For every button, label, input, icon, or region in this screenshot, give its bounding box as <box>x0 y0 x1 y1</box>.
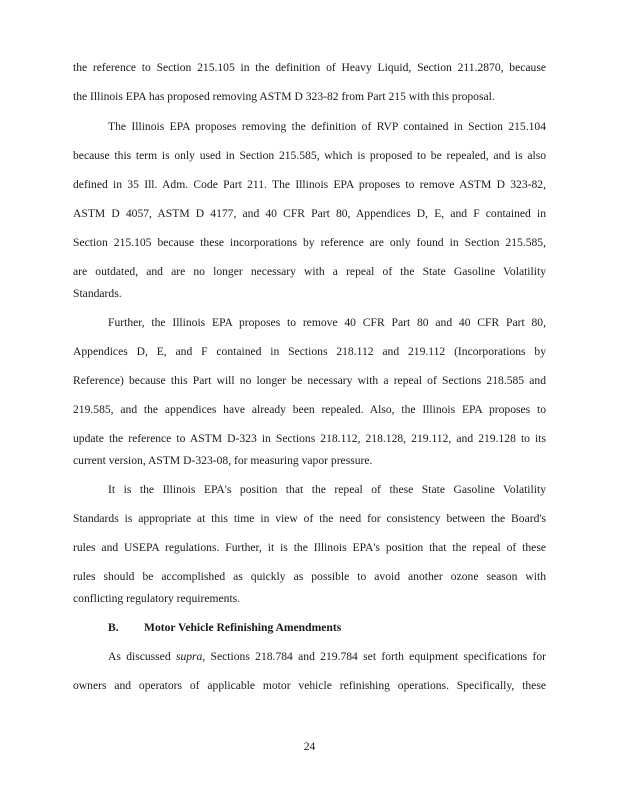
text-line: Reference) because this Part will no longer be necessary with a repeal of Sections 218.585 and <box>73 374 546 387</box>
section-heading-letter: B. <box>108 621 119 634</box>
text-line: Appendices D, E, and F contained in Sections 218.112 and 219.112 (Incorporations by <box>73 345 546 358</box>
page-number: 24 <box>303 740 316 753</box>
text-line: It is the Illinois EPA's position that the repeal of these State Gasoline Volatility <box>108 483 546 496</box>
text-line <box>108 649 546 665</box>
text-line: the Illinois EPA has proposed removing ASTM D 323-82 from Part 215 with this proposal. <box>73 90 495 103</box>
text-line: update the reference to ASTM D-323 in Sections 218.112, 218.128, 219.112, and 219.128 to its <box>73 432 546 445</box>
text-line: Section 215.105 because these incorporations by reference are only found in Section 215.585, <box>73 236 546 249</box>
section-heading-title: Motor Vehicle Refinishing Amendments <box>144 621 342 634</box>
text-span: As discussed <box>108 650 176 663</box>
text-line: are outdated, and are no longer necessary with a repeal of the State Gasoline Volatility <box>73 265 546 278</box>
text-line: rules and USEPA regulations. Further, it is the Illinois EPA's position that the repeal of these <box>73 541 546 554</box>
text-line: rules should be accomplished as quickly as possible to avoid another ozone season with <box>73 570 546 583</box>
italic-term: supra <box>175 650 203 663</box>
text-line: the reference to Section 215.105 in the definition of Heavy Liquid, Section 211.2870, because <box>73 61 546 74</box>
text-line: because this term is only used in Section 215.585, which is proposed to be repealed, and is also <box>73 149 546 162</box>
text-line: Standards is appropriate at this time in view of the need for consistency between the Board's <box>73 512 546 525</box>
text-line: current version, ASTM D-323-08, for measuring vapor pressure. <box>73 454 373 467</box>
text-span: , Sections 218.784 and 219.784 set forth equipment specifications for <box>202 650 546 663</box>
text-line: Standards. <box>73 287 122 300</box>
text-line: conflicting regulatory requirements. <box>73 592 241 605</box>
text-line: defined in 35 Ill. Adm. Code Part 211. The Illinois EPA proposes to remove ASTM D 323-82, <box>73 178 546 191</box>
text-line: Further, the Illinois EPA proposes to remove 40 CFR Part 80 and 40 CFR Part 80, <box>108 316 546 329</box>
text-line: 219.585, and the appendices have already been repealed. Also, the Illinois EPA proposes to <box>73 403 546 416</box>
text-line: ASTM D 4057, ASTM D 4177, and 40 CFR Part 80, Appendices D, E, and F contained in <box>73 207 546 220</box>
text-line: owners and operators of applicable motor vehicle refinishing operations. Specifically, these <box>73 679 546 692</box>
text-line: The Illinois EPA proposes removing the definition of RVP contained in Section 215.104 <box>108 120 546 133</box>
